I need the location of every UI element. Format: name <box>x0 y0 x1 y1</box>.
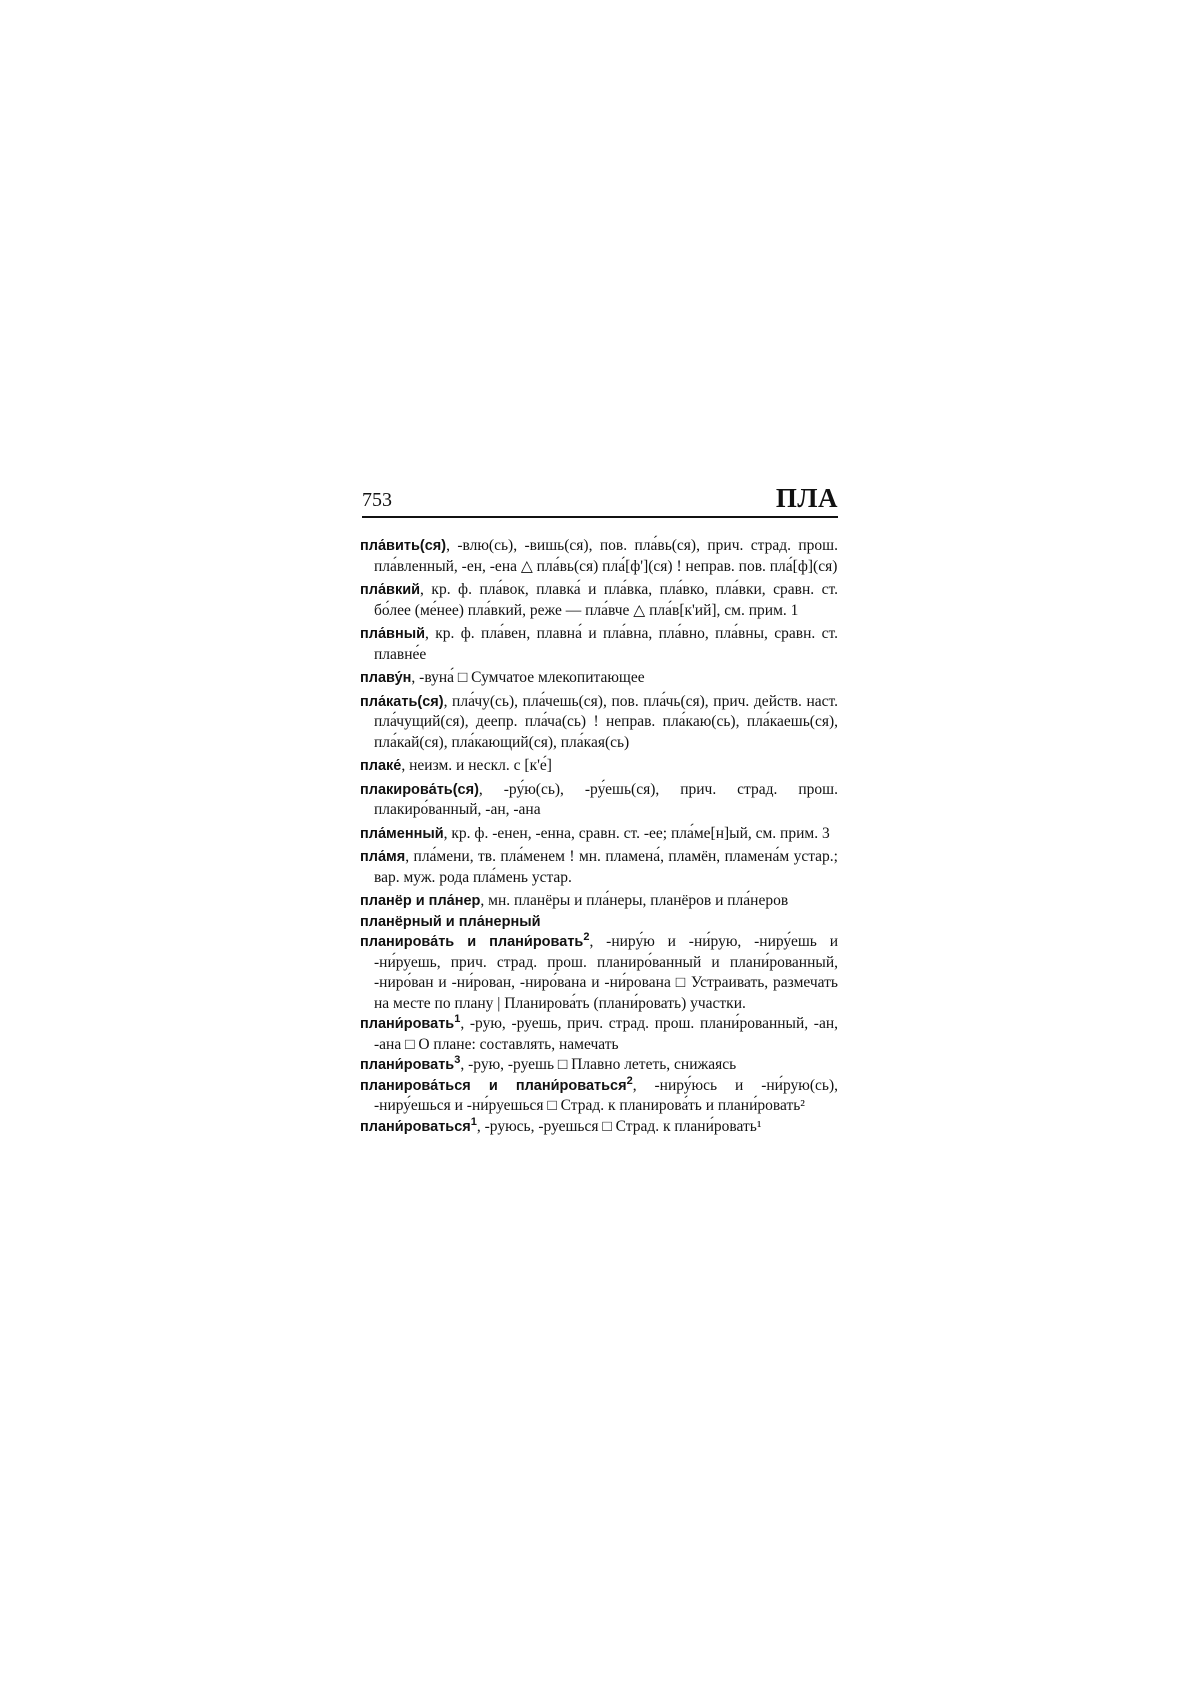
page-header <box>362 480 838 518</box>
dictionary-entry <box>360 668 838 689</box>
entry-headword-text: плани́ровать <box>360 1057 455 1073</box>
entry-body: , -влю(сь), -вишь(ся), пов. пла́вь(ся), прич. страд. прош. пла́вленный, -ен, -ена △ пла́вь(ся) пла́[ф'](ся) ! неправ. пов. пла́[ф](ся) <box>374 537 838 575</box>
entry-headword: пла́мя <box>360 849 406 865</box>
homonym-number: 2 <box>583 931 590 944</box>
homonym-number: 3 <box>454 1054 461 1067</box>
entry-headword: планёрный и пла́нерный <box>360 913 541 930</box>
homonym-number: 1 <box>470 1115 477 1128</box>
entry-headword: плаке́ <box>360 758 402 774</box>
entry-body: , -ниру́ю и -ни́рую, -ниру́ешь и -ни́руешь, прич. страд. прош. планиро́ванный и плани́рованный, -ниро́ван и -ни́рован, -ниро́вана и -ни́рована □ Устраивать, размечать на месте по плану | Планирова́ть (плани́ровать) участки. <box>374 933 838 1012</box>
entry-headword <box>360 1115 477 1135</box>
entry-headword <box>360 1013 461 1032</box>
entry-body: , -рую, -руешь □ Плавно лететь, снижаясь <box>460 1056 737 1073</box>
entry-headword: пла́вить(ся) <box>360 538 447 554</box>
entry-headword: плакирова́ть(ся) <box>360 781 479 798</box>
entry-body: , -ниру́юсь и -ни́рую(сь), -ниру́ешься и -ни́руешься □ Страд. к планирова́ть и плани́ровать² <box>374 1076 838 1114</box>
homonym-number: 2 <box>626 1074 633 1087</box>
dictionary-entry <box>360 692 838 754</box>
entry-headword-text: плани́роваться <box>360 1118 471 1135</box>
dictionary-entry <box>360 847 838 888</box>
dictionary-entry <box>360 1055 838 1076</box>
dictionary-entry <box>360 624 838 665</box>
entry-body: , неизм. и нескл. с [к'е́] <box>401 757 552 774</box>
entry-headword: пла́вкий <box>360 582 421 598</box>
entry-body: , пла́мени, тв. пла́менем ! мн. пламена́, пламён, пламена́м устар.; вар. муж. рода пла́мень устар. <box>374 848 838 886</box>
entry-headword: плаву́н <box>360 670 412 686</box>
dictionary-entry <box>360 1014 838 1055</box>
entry-headword <box>360 1054 461 1073</box>
entry-body: , -вуна́ □ Сумчатое млекопитающее <box>411 669 645 686</box>
entry-body: , -рую, -руешь, прич. страд. прош. плани́рованный, -ан, -ана □ О плане: составлять, намечать <box>374 1015 838 1053</box>
dictionary-entry <box>360 1117 838 1138</box>
page-number: 753 <box>362 489 392 511</box>
dictionary-entry <box>360 932 838 1014</box>
dictionary-entry <box>360 756 838 777</box>
entry-headword-text: планирова́ться и плани́роваться <box>360 1077 627 1094</box>
entry-headword: пла́менный <box>360 825 444 842</box>
entry-headword: пла́кать(ся) <box>360 693 444 710</box>
entry-body: , кр. ф. -енен, -енна, сравн. ст. -ее; пла́ме[н]ый, см. прим. 3 <box>443 824 830 842</box>
dictionary-entry <box>360 780 838 821</box>
entry-body: , кр. ф. пла́вен, плавна́ и пла́вна, пла́вно, пла́вны, сравн. ст. плавне́е <box>374 625 838 663</box>
entry-body: , кр. ф. пла́вок, плавка́ и пла́вка, пла́вко, пла́вки, сравн. ст. бо́лее (ме́нее) пла́вкий, реже — пла́вче △ пла́в[к'ий], см. прим. 1 <box>374 581 838 619</box>
dictionary-entry <box>360 1076 838 1117</box>
running-head: ПЛА <box>775 483 838 513</box>
dictionary-entries <box>360 536 838 1137</box>
dictionary-entry <box>360 580 838 621</box>
entry-headword-text: планирова́ть и плани́ровать <box>360 934 584 950</box>
entry-headword-text: плани́ровать <box>360 1016 455 1032</box>
entry-body: , -ру́ю(сь), -ру́ешь(ся), прич. страд. прош. плакиро́ванный, -ан, -ана <box>374 780 838 818</box>
homonym-number: 1 <box>454 1013 461 1026</box>
dictionary-entry <box>360 536 838 577</box>
entry-headword <box>360 931 590 950</box>
entry-body: , -руюсь, -руешься □ Страд. к плани́ровать¹ <box>476 1117 762 1135</box>
dictionary-entry <box>360 824 838 845</box>
entry-headword <box>360 1074 633 1094</box>
entry-body: , мн. планёры и пла́неры, планёров и пла́неров <box>480 892 789 909</box>
entry-headword: планёр и пла́нер <box>360 893 481 909</box>
dictionary-entry <box>360 891 838 912</box>
entry-headword: пла́вный <box>360 626 426 642</box>
dictionary-entry <box>360 912 838 933</box>
entry-body: , пла́чу(сь), пла́чешь(ся), пов. пла́чь(ся), прич. действ. наст. пла́чущий(ся), деепр. пла́ча(сь) ! неправ. пла́каю(сь), пла́каешь(ся), пла́кай(ся), пла́кающий(ся), пла́кая(сь) <box>374 692 838 751</box>
